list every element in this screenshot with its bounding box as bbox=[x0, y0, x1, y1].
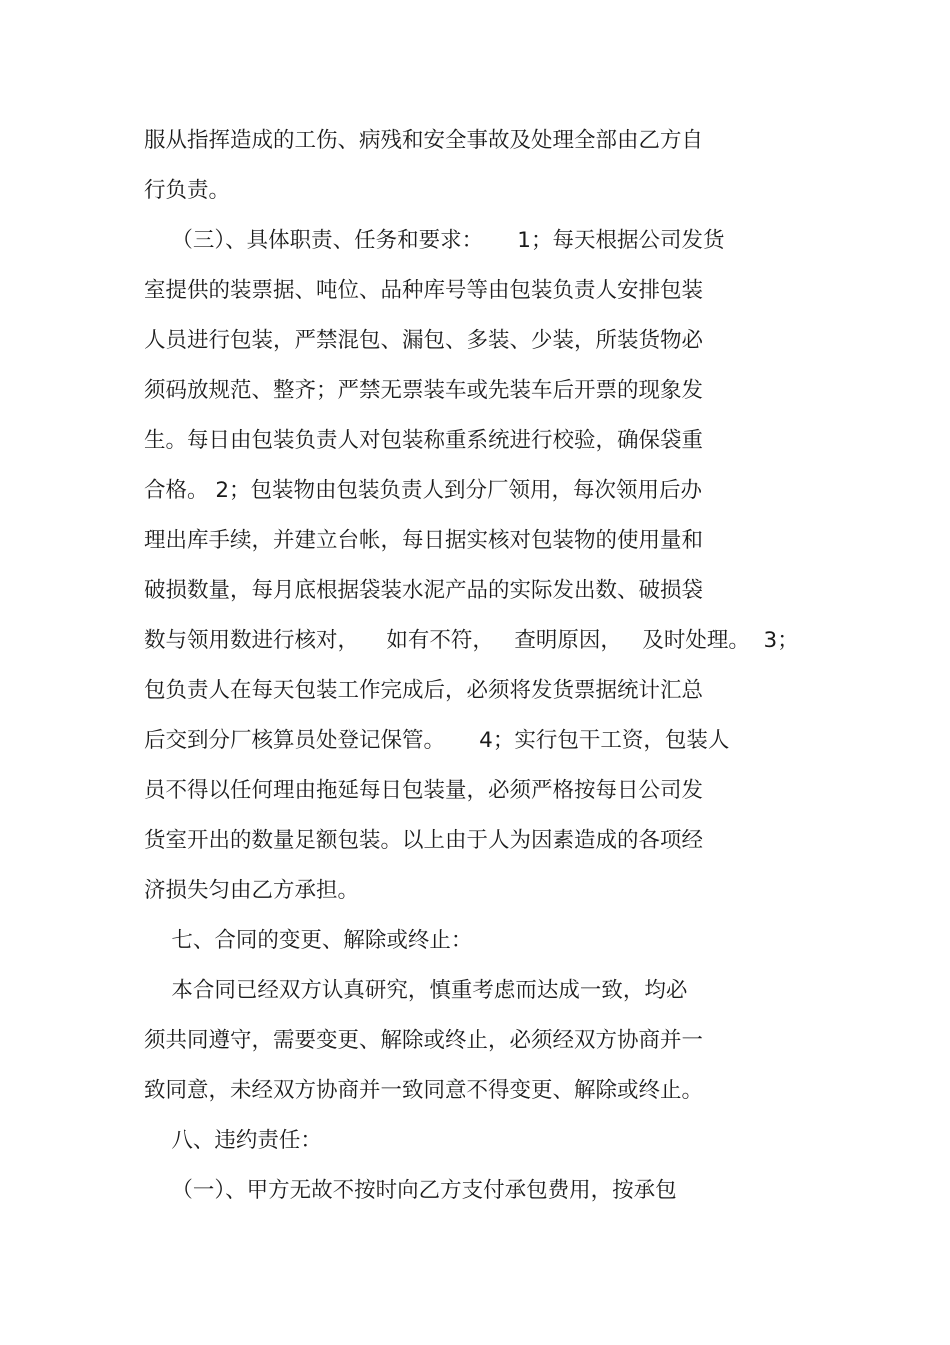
text-line: （三）、具体职责、任务和要求： 1；每天根据公司发货 bbox=[144, 228, 725, 253]
text-line: 后交到分厂核算员处登记保管。 4；实行包干工资，包装人 bbox=[144, 728, 730, 753]
text-line: 破损数量，每月底根据袋装水泥产品的实际发出数、破损袋 bbox=[144, 578, 704, 603]
text-line: 包负责人在每天包装工作完成后，必须将发货票据统计汇总 bbox=[144, 678, 704, 703]
text-line: 数与领用数进行核对， 如有不符， 查明原因， 及时处理。 3； bbox=[144, 628, 799, 653]
text-line: 须码放规范、整齐；严禁无票装车或先装车后开票的现象发 bbox=[144, 378, 704, 403]
text-line: 室提供的装票据、吨位、品种库号等由包装负责人安排包装 bbox=[144, 278, 704, 303]
text-line: 本合同已经双方认真研究，慎重考虑而达成一致，均必 bbox=[144, 978, 688, 1003]
section-heading: 七、合同的变更、解除或终止： bbox=[144, 928, 473, 953]
text-line: 致同意，未经双方协商并一致同意不得变更、解除或终止。 bbox=[144, 1078, 704, 1103]
text-line: 货室开出的数量足额包装。以上由于人为因素造成的各项经 bbox=[144, 828, 704, 853]
text-line: 济损失匀由乙方承担。 bbox=[144, 878, 360, 903]
text-line: 合格。 2；包装物由包装负责人到分厂领用，每次领用后办 bbox=[144, 478, 703, 503]
text-line: 须共同遵守，需要变更、解除或终止，必须经双方协商并一 bbox=[144, 1028, 704, 1053]
text-line: 服从指挥造成的工伤、病残和安全事故及处理全部由乙方自 bbox=[144, 128, 704, 153]
text-line: 理出库手续，并建立台帐，每日据实核对包装物的使用量和 bbox=[144, 528, 704, 553]
text-line: 员不得以任何理由拖延每日包装量，必须严格按每日公司发 bbox=[144, 778, 704, 803]
text-line: 行负责。 bbox=[144, 178, 231, 203]
section-heading: 八、违约责任： bbox=[144, 1128, 322, 1153]
text-line: 人员进行包装，严禁混包、漏包、多装、少装，所装货物必 bbox=[144, 328, 704, 353]
text-line: （一）、甲方无故不按时向乙方支付承包费用，按承包 bbox=[144, 1178, 677, 1203]
text-line: 生。每日由包装负责人对包装称重系统进行校验，确保袋重 bbox=[144, 428, 704, 453]
